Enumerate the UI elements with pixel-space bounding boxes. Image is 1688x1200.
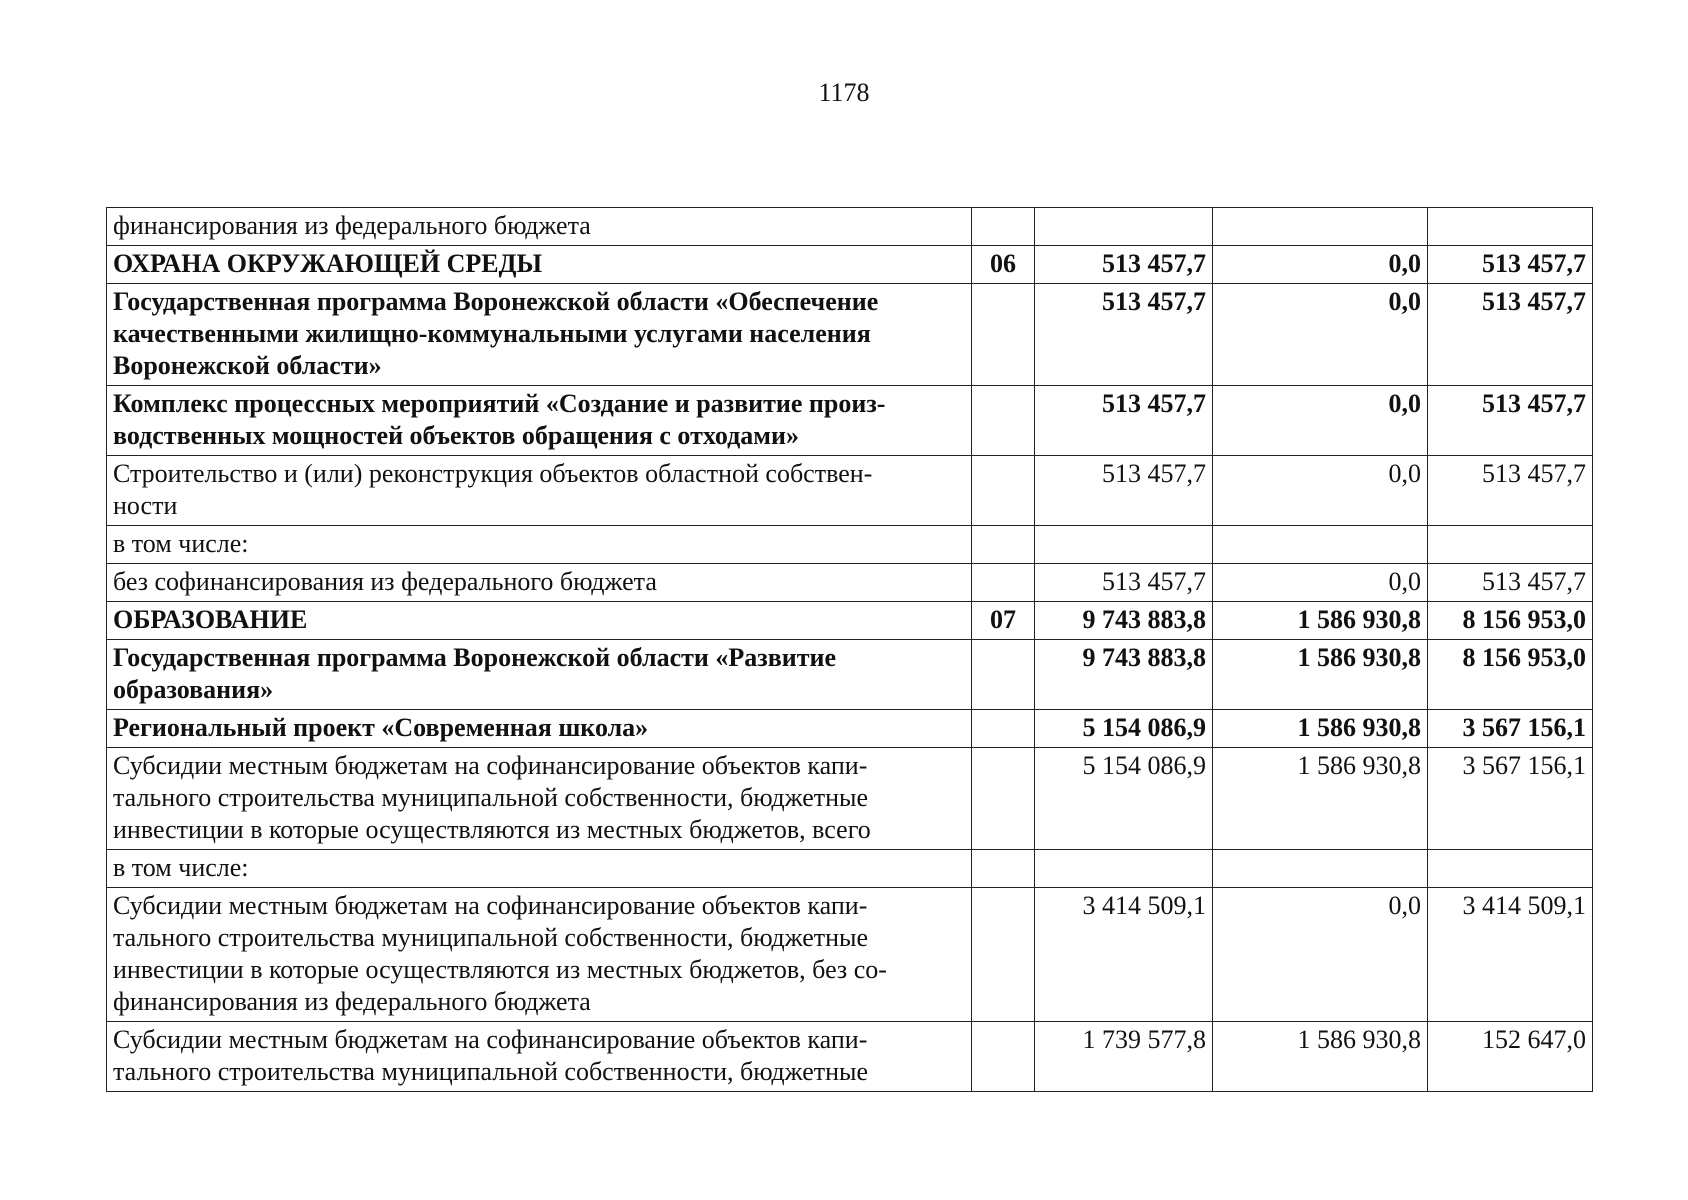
- row-name-cell: [107, 284, 972, 386]
- row-value-3: 8 156 953,0: [1428, 602, 1593, 640]
- row-section-code: [972, 710, 1035, 748]
- budget-table: [106, 207, 1593, 1092]
- row-value-1: 5 154 086,9: [1035, 748, 1213, 850]
- row-value-1: 9 743 883,8: [1035, 602, 1213, 640]
- table-row: [107, 748, 1593, 850]
- row-value-3: 3 567 156,1: [1428, 710, 1593, 748]
- row-value-1: 513 457,7: [1035, 386, 1213, 456]
- row-section-code: 06: [972, 246, 1035, 284]
- row-value-2: 0,0: [1213, 456, 1428, 526]
- row-value-1: 513 457,7: [1035, 284, 1213, 386]
- row-name-line: Региональный проект «Современная школа»: [113, 713, 649, 742]
- row-value-3: 3 567 156,1: [1428, 748, 1593, 850]
- row-value-1: [1035, 850, 1213, 888]
- row-value-3: 513 457,7: [1428, 284, 1593, 386]
- table-row: [107, 246, 1593, 284]
- row-name-line: Государственная программа Воронежской области «Развитие: [113, 643, 837, 672]
- row-section-code: [972, 748, 1035, 850]
- row-name-cell: [107, 710, 972, 748]
- row-value-2: 0,0: [1213, 888, 1428, 1022]
- row-value-2: [1213, 850, 1428, 888]
- row-name-line: финансирования из федерального бюджета: [113, 987, 591, 1016]
- row-value-3: 152 647,0: [1428, 1022, 1593, 1092]
- row-name-cell: [107, 602, 972, 640]
- row-value-3: [1428, 526, 1593, 564]
- row-value-1: 513 457,7: [1035, 246, 1213, 284]
- row-value-1: 9 743 883,8: [1035, 640, 1213, 710]
- row-section-code: [972, 284, 1035, 386]
- row-name-line: без софинансирования из федерального бюджета: [113, 567, 657, 596]
- table-row: [107, 208, 1593, 246]
- row-name-cell: [107, 208, 972, 246]
- row-value-1: 513 457,7: [1035, 456, 1213, 526]
- row-section-code: [972, 564, 1035, 602]
- row-name-cell: [107, 748, 972, 850]
- row-name-cell: [107, 386, 972, 456]
- row-value-2: 1 586 930,8: [1213, 748, 1428, 850]
- row-name-line: тального строительства муниципальной собственности, бюджетные: [113, 783, 869, 812]
- row-name-line: в том числе:: [113, 529, 249, 558]
- table-row: [107, 1022, 1593, 1092]
- row-name-line: инвестиции в которые осуществляются из местных бюджетов, без со-: [113, 955, 887, 984]
- row-name-line: ОБРАЗОВАНИЕ: [113, 605, 308, 634]
- row-name-cell: [107, 246, 972, 284]
- row-value-1: 1 739 577,8: [1035, 1022, 1213, 1092]
- row-name-line: Комплекс процессных мероприятий «Создание и развитие произ-: [113, 389, 886, 418]
- row-name-line: Субсидии местным бюджетам на софинансирование объектов капи-: [113, 891, 868, 920]
- row-name-line: в том числе:: [113, 853, 249, 882]
- row-value-2: 1 586 930,8: [1213, 640, 1428, 710]
- row-value-2: [1213, 526, 1428, 564]
- row-value-2: 0,0: [1213, 564, 1428, 602]
- table-row: [107, 284, 1593, 386]
- row-name-line: ности: [113, 491, 178, 520]
- table-row: [107, 602, 1593, 640]
- row-value-2: 1 586 930,8: [1213, 710, 1428, 748]
- row-value-3: 513 457,7: [1428, 386, 1593, 456]
- row-value-2: 0,0: [1213, 386, 1428, 456]
- row-value-3: 513 457,7: [1428, 564, 1593, 602]
- row-value-2: [1213, 208, 1428, 246]
- table-body: [107, 208, 1593, 1092]
- row-name-cell: [107, 526, 972, 564]
- row-section-code: [972, 888, 1035, 1022]
- row-value-3: [1428, 850, 1593, 888]
- row-value-3: 513 457,7: [1428, 246, 1593, 284]
- row-name-line: Государственная программа Воронежской области «Обеспечение: [113, 287, 879, 316]
- row-value-2: 1 586 930,8: [1213, 1022, 1428, 1092]
- table-row: [107, 456, 1593, 526]
- row-value-3: 8 156 953,0: [1428, 640, 1593, 710]
- row-value-3: [1428, 208, 1593, 246]
- row-name-line: инвестиции в которые осуществляются из местных бюджетов, всего: [113, 815, 871, 844]
- row-name-line: финансирования из федерального бюджета: [113, 211, 591, 240]
- row-name-line: тального строительства муниципальной собственности, бюджетные: [113, 923, 869, 952]
- row-value-2: 1 586 930,8: [1213, 602, 1428, 640]
- row-section-code: [972, 208, 1035, 246]
- row-value-2: 0,0: [1213, 284, 1428, 386]
- table-row: [107, 710, 1593, 748]
- row-section-code: [972, 456, 1035, 526]
- row-value-1: [1035, 208, 1213, 246]
- row-value-1: 5 154 086,9: [1035, 710, 1213, 748]
- row-value-3: 3 414 509,1: [1428, 888, 1593, 1022]
- table-row: [107, 564, 1593, 602]
- table-row: [107, 640, 1593, 710]
- row-name-line: образования»: [113, 675, 274, 704]
- row-name-line: Строительство и (или) реконструкция объектов областной собствен-: [113, 459, 873, 488]
- row-name-cell: [107, 1022, 972, 1092]
- row-section-code: [972, 1022, 1035, 1092]
- table-row: [107, 526, 1593, 564]
- row-value-1: 3 414 509,1: [1035, 888, 1213, 1022]
- row-value-2: 0,0: [1213, 246, 1428, 284]
- row-name-line: ОХРАНА ОКРУЖАЮЩЕЙ СРЕДЫ: [113, 249, 542, 278]
- row-section-code: [972, 850, 1035, 888]
- table-row: [107, 888, 1593, 1022]
- table-row: [107, 850, 1593, 888]
- row-name-line: водственных мощностей объектов обращения с отходами»: [113, 421, 799, 450]
- row-name-line: Субсидии местным бюджетам на софинансирование объектов капи-: [113, 751, 868, 780]
- row-value-3: 513 457,7: [1428, 456, 1593, 526]
- table-row: [107, 386, 1593, 456]
- row-section-code: 07: [972, 602, 1035, 640]
- row-name-cell: [107, 456, 972, 526]
- row-name-cell: [107, 564, 972, 602]
- row-name-line: Субсидии местным бюджетам на софинансирование объектов капи-: [113, 1025, 868, 1054]
- row-name-cell: [107, 850, 972, 888]
- row-section-code: [972, 386, 1035, 456]
- row-name-cell: [107, 640, 972, 710]
- row-value-1: [1035, 526, 1213, 564]
- page-number: 1178: [818, 78, 870, 107]
- row-section-code: [972, 640, 1035, 710]
- row-value-1: 513 457,7: [1035, 564, 1213, 602]
- row-section-code: [972, 526, 1035, 564]
- row-name-cell: [107, 888, 972, 1022]
- row-name-line: Воронежской области»: [113, 351, 382, 380]
- row-name-line: тального строительства муниципальной собственности, бюджетные: [113, 1057, 869, 1086]
- row-name-line: качественными жилищно-коммунальными услугами населения: [113, 319, 871, 348]
